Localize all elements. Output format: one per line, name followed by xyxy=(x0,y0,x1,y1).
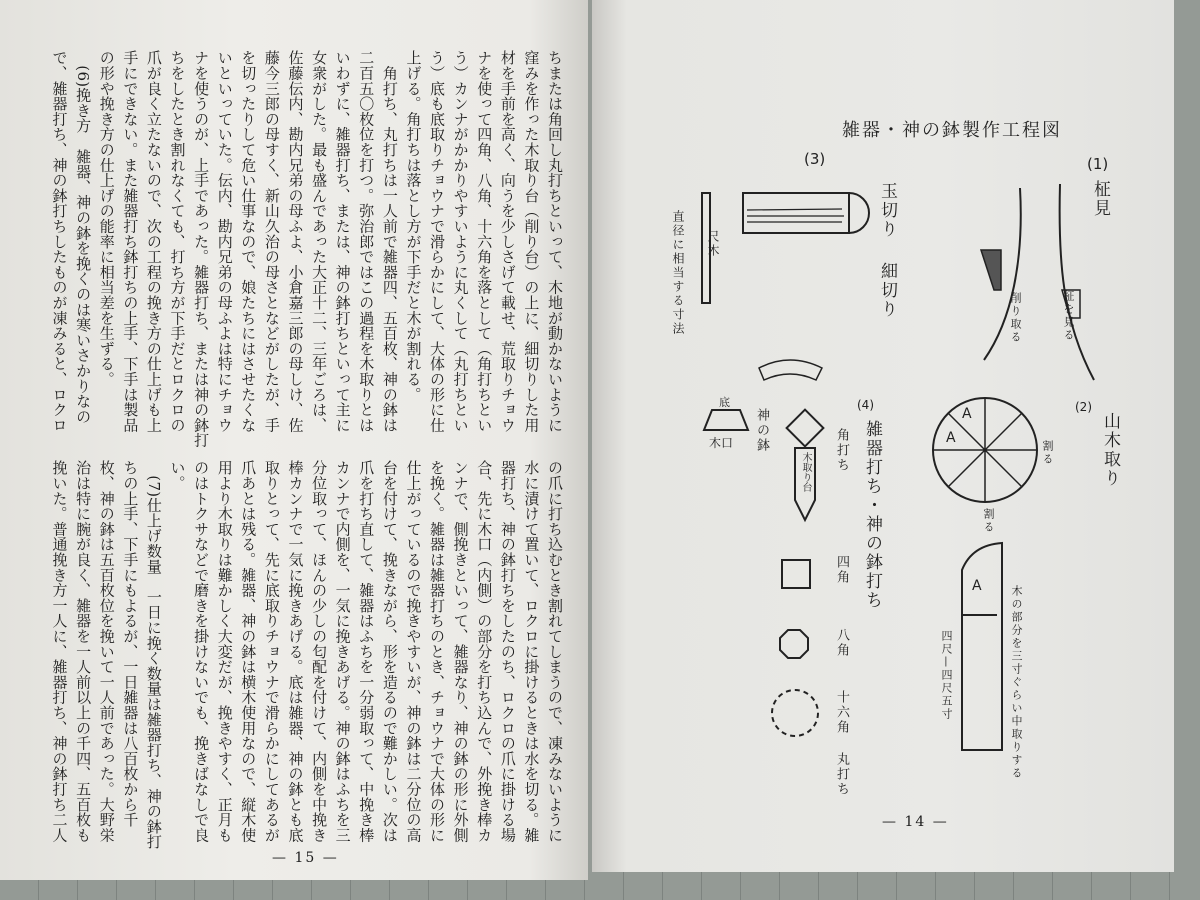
segment-a1: A xyxy=(962,406,972,422)
text-column: いわずに、雑器打ち、または、神の鉢打ちといって主に xyxy=(333,50,352,433)
text-column: 藤今三郎の母すく、新山久治の母さとなどがしたが、手 xyxy=(262,50,281,433)
ruler-label: 尺木 xyxy=(706,230,720,258)
grain-label: 柾を見る xyxy=(1062,290,1075,342)
step2-number: (2) xyxy=(1075,400,1092,414)
text-column: (6)挽き方 雑器、神の鉢を挽くのは寒いさかりなの xyxy=(74,50,93,425)
text-column: う）カンナがかかりやすいように丸くして（丸打ちとい xyxy=(451,50,470,433)
maru-label: 丸打ち xyxy=(834,752,849,797)
text-column: 取りとって、先に底取りチョウナで滑らかにしてあるが xyxy=(262,460,281,843)
step1-label: 柾見 xyxy=(1090,180,1110,218)
step4-number: (4) xyxy=(857,398,874,412)
text-column: を挽く。雑器は雑器打ちのとき、チョウナで大体の形に xyxy=(428,460,447,843)
jurokkaku-label: 十六角 xyxy=(834,690,849,735)
text-column: ちをしたとき割れなくても、打ち方が下手だとロクロの xyxy=(168,50,187,433)
text-column: 爪が良く立たないので、次の工程の挽き方の仕上げも上 xyxy=(144,50,163,433)
text-column: の爪に打ち込むとき割れてしまうので、凍みないように xyxy=(546,460,564,843)
step2-label: 山木取り xyxy=(1100,412,1120,488)
text-column: (7)仕上げ数量 一日に挽く数量は雑器打ち、神の鉢打 xyxy=(144,460,163,850)
page-number-right: — 14 — xyxy=(882,814,949,830)
right-page xyxy=(592,0,1174,872)
text-column: ちの上手、下手にもよるが、一日雑器は八百枚から千 xyxy=(121,460,140,828)
text-column: ナを使って四角、八角、十六角を落として（角打ちとい xyxy=(475,50,494,433)
step1-number: (1) xyxy=(1087,155,1109,173)
text-column: ちまたは角回し丸打ちといって、木地が動かないように xyxy=(546,50,564,433)
bowl-top-label: 底 xyxy=(719,396,730,409)
text-column: 枚、神の鉢は五百枚位を挽いて一人前であった。大野栄 xyxy=(97,460,116,843)
cut2-label: 細切り xyxy=(877,262,897,319)
text-column: 合、先に木口（内側）の部分を打ち込んで、外挽き棒カ xyxy=(475,460,494,843)
cut1-label: 玉切り xyxy=(877,182,897,239)
stand-label: 木取り台 xyxy=(800,452,811,492)
kaku-label: 角打ち xyxy=(834,428,849,473)
text-column: 用より木取りは難かしく大変だが、挽きやすく、正月も xyxy=(215,460,234,843)
text-column: のはトクサなどで磨きを掛けないでも、挽きばなしで良 xyxy=(192,460,211,843)
text-column: 二百五〇枚位を打つ。弥治郎ではこの過程を木取りとは xyxy=(357,50,376,433)
text-column: う）底も底取りチョウナで滑らかにして、大体の形に仕 xyxy=(428,50,447,433)
text-column: を切ったりして危い仕事なので、娘たちにはさせたくな xyxy=(239,50,258,433)
split-right-label: 割る xyxy=(1041,440,1054,466)
text-column: 台を付けて、挽きながら、形を造るので難かしい。次は xyxy=(380,460,399,843)
core-label: 木の部分を三寸ぐらい中取りする xyxy=(1010,585,1023,780)
text-column: いといっていた。伝内、勘内兄弟の母ふよは特にチョウ xyxy=(215,50,234,433)
cut-label: 削り取る xyxy=(1009,292,1022,344)
text-column: 上げる。角打ちは落とし方が下手だと木が割れる。 xyxy=(404,50,423,402)
page-number-left: — 15 — xyxy=(272,850,339,866)
block-a: A xyxy=(972,578,982,594)
text-column: 佐藤伝内、勘内兄弟の母ふよ、小倉嘉三郎の母しけ、佐 xyxy=(286,50,305,433)
text-column: い。 xyxy=(168,460,187,491)
text-column: 器打ち、神の鉢打ちをしたのち、ロクロの爪に掛ける場 xyxy=(498,460,517,843)
bowl-label: 神の鉢 xyxy=(754,408,769,453)
text-column: で、雑器打ち、神の鉢打ちしたものが凍みると、ロクロ xyxy=(50,50,69,433)
log-cut-drawing xyxy=(702,193,869,380)
text-block-top xyxy=(47,50,566,452)
text-column: 窪みを作った木取り台（削り台）の上に、細切りした用 xyxy=(522,50,541,433)
ruler-note: 直径に相当する寸法 xyxy=(671,210,685,336)
text-column: カンナで内側を、一気に挽きあげる。神の鉢はふちを三 xyxy=(333,460,352,843)
left-page xyxy=(0,0,588,880)
text-column: ンナで、側挽きといって、雑器なり、神の鉢の形に外側 xyxy=(451,460,470,843)
text-column: ナを使うのが、上手であった。雑器打ち、または神の鉢打 xyxy=(192,50,211,448)
text-column: 水に漬けて置いて、ロクロに掛けるときは水を切る。雑 xyxy=(522,460,541,843)
split-bottom-label: 割る xyxy=(982,508,995,534)
text-column: 女衆がした。最も盛んであった大正十二、三年ごろは、 xyxy=(310,50,329,433)
tree-trunk-drawing xyxy=(981,184,1094,380)
step3-number: (3) xyxy=(804,150,826,168)
text-column: 分位取って、ほんの少しの匂配を付けて、内側を中挽き xyxy=(310,460,329,843)
text-column: 挽いた。普通挽き方一人に、雑器打ち、神の鉢打ち二人 xyxy=(50,460,69,843)
length-label: 四尺—四尺五寸 xyxy=(940,630,953,721)
text-column: の形や挽き方の仕上げの能率に相当差を生ずる。 xyxy=(97,50,116,387)
diagram-title: 雑器・神の鉢製作工程図 xyxy=(842,120,1062,141)
text-column: 材を手前を高く、向うを少しさげて載せ、荒取りチョウ xyxy=(498,50,517,433)
text-column: 爪あとは残る。雑器、神の鉢は横木使用なので、縦木使 xyxy=(239,460,258,843)
text-column: 角打ち、丸打ちは一人前で雑器四、五百枚、神の鉢は xyxy=(380,50,399,433)
text-column: 棒カンナで一気に挽きあげる。底は雑器、神の鉢とも底 xyxy=(286,460,305,843)
segment-a2: A xyxy=(946,430,956,446)
text-column: 手にできない。また雑器打ち鉢打ちの上手、下手は製品 xyxy=(121,50,140,433)
text-column: 治は特に腕が良く、雑器を一人前以上の千四、五百枚も xyxy=(74,460,93,843)
text-column: 仕上がっているので挽きやすいが、神の鉢は二分位の高 xyxy=(404,460,423,843)
shikaku-label: 四角 xyxy=(834,555,849,585)
step4-label: 雑器打ち・神の鉢打ち xyxy=(862,420,882,610)
text-block-bottom xyxy=(47,460,566,850)
bowl-bottom-label: 木口 xyxy=(709,436,734,450)
text-column: 爪を打ち直して、雑器はふちを一分弱取って、中挽き棒 xyxy=(357,460,376,843)
hakkaku-label: 八角 xyxy=(834,628,849,658)
